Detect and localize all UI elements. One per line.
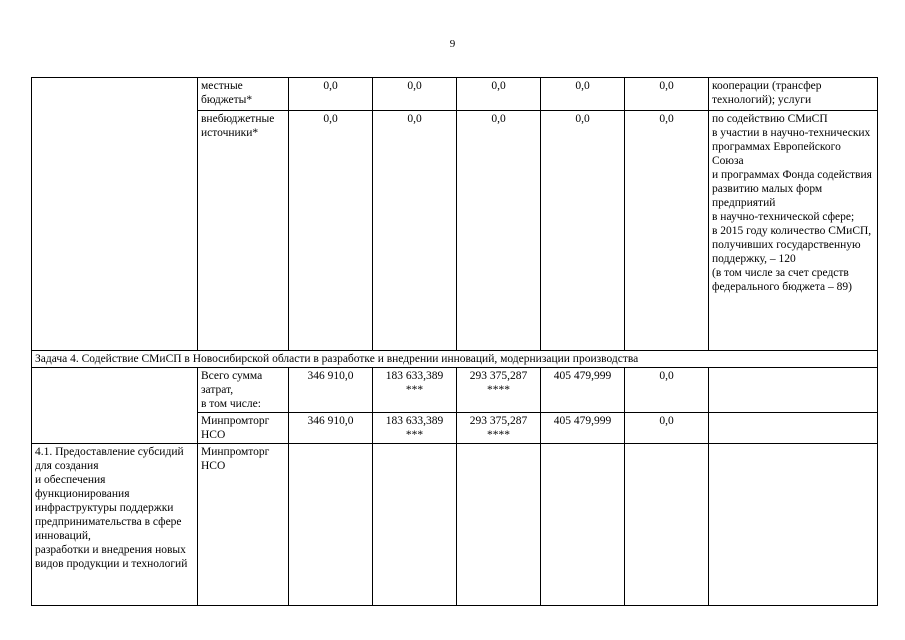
value-cell: 405 479,999 <box>541 413 625 444</box>
activity-cell-empty <box>32 368 198 444</box>
activity-cell-empty <box>32 78 198 351</box>
result-cell <box>709 413 878 444</box>
result-cell: кооперации (трансфер технологий); услуги <box>709 78 878 111</box>
value-cell <box>289 444 373 606</box>
value-cell: 0,0 <box>289 78 373 111</box>
value-cell: 0,0 <box>457 78 541 111</box>
value-cell: 346 910,0 <box>289 368 373 413</box>
task-header: Задача 4. Содействие СМиСП в Новосибирской области в разработке и внедрении инноваций, модернизации производства <box>32 351 878 368</box>
value-cell: 0,0 <box>373 111 457 351</box>
value-cell <box>457 444 541 606</box>
result-cell <box>709 368 878 413</box>
activity-name-cell: 4.1. Предоставление субсидий для создания и обеспечения функционирования инфраструктуры поддержки предпринимательства в сфере инноваций, разработки и внедрения новых видов продукции и технологий <box>32 444 198 606</box>
value-cell: 0,0 <box>457 111 541 351</box>
value-cell: 183 633,389 *** <box>373 368 457 413</box>
funding-source-cell: Минпромторг НСО <box>198 444 289 606</box>
funding-source-cell: местные бюджеты* <box>198 78 289 111</box>
task-header-row <box>32 351 878 368</box>
value-cell: 0,0 <box>625 368 709 413</box>
value-cell <box>541 444 625 606</box>
value-cell: 0,0 <box>373 78 457 111</box>
value-cell: 0,0 <box>625 413 709 444</box>
result-cell: по содействию СМиСП в участии в научно-технических программах Европейского Союза и программах Фонда содействия развитию малых форм предприятий в научно-технической сфере; в 2015 году количество СМиСП, получивших государственную поддержку, – 120 (в том числе за счет средств федерального бюджета – 89) <box>709 111 878 351</box>
value-cell: 0,0 <box>541 111 625 351</box>
program-table <box>31 77 878 606</box>
funding-source-cell: Всего сумма затрат, в том числе: <box>198 368 289 413</box>
value-cell: 0,0 <box>289 111 373 351</box>
value-cell: 0,0 <box>541 78 625 111</box>
value-cell <box>625 444 709 606</box>
value-cell <box>373 444 457 606</box>
value-cell: 0,0 <box>625 78 709 111</box>
value-cell: 0,0 <box>625 111 709 351</box>
result-cell <box>709 444 878 606</box>
value-cell: 293 375,287 **** <box>457 413 541 444</box>
value-cell: 346 910,0 <box>289 413 373 444</box>
table-row <box>32 368 878 413</box>
value-cell: 293 375,287 **** <box>457 368 541 413</box>
funding-source-cell: Минпромторг НСО <box>198 413 289 444</box>
table-row <box>32 444 878 606</box>
value-cell: 405 479,999 <box>541 368 625 413</box>
value-cell: 183 633,389 *** <box>373 413 457 444</box>
funding-source-cell: внебюджетные источники* <box>198 111 289 351</box>
table-row <box>32 78 878 111</box>
page-number: 9 <box>449 38 456 50</box>
